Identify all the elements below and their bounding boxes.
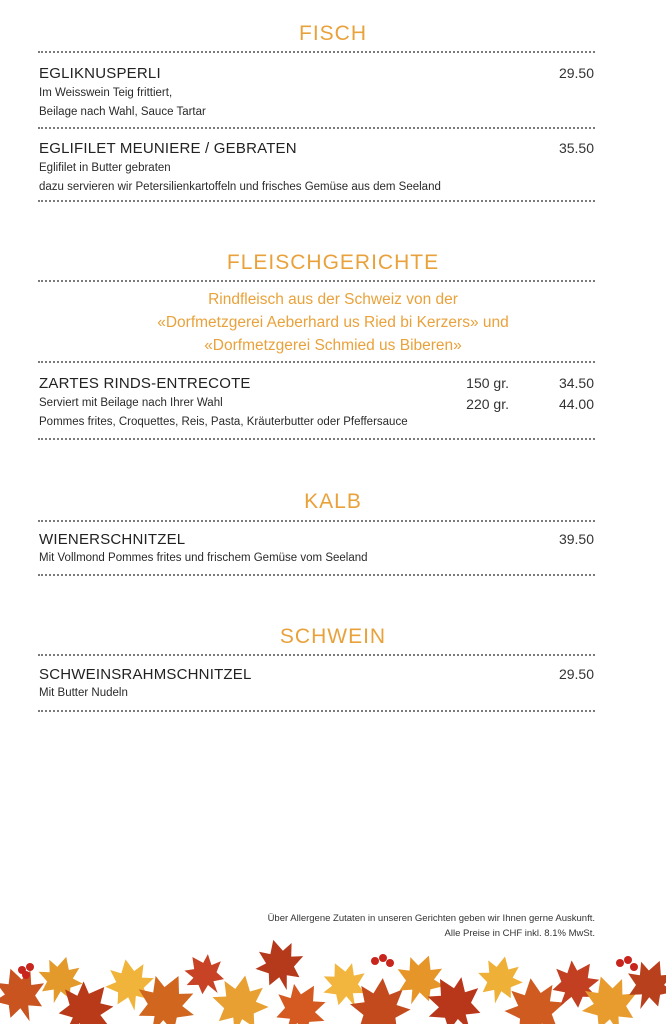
divider [38, 280, 595, 282]
desc-line: Im Weisswein Teig frittiert, [39, 87, 173, 99]
item-desc-eglifilet [39, 159, 441, 197]
desc-line: Eglifilet in Butter gebraten [39, 162, 171, 174]
divider [38, 520, 595, 522]
divider [38, 710, 595, 712]
section-title-fisch: FISCH [299, 22, 367, 45]
item-desc-schweinsrahmschnitzel [39, 684, 128, 703]
desc-line: Beilage nach Wahl, Sauce Tartar [39, 106, 206, 118]
divider [38, 654, 595, 656]
berries [18, 954, 638, 979]
section-title-fleischgerichte: FLEISCHGERICHTE [226, 251, 440, 274]
item-desc-egliknusperli [39, 84, 206, 122]
note-line: «Dorfmetzgerei Schmied us Biberen» [204, 337, 462, 354]
desc-line: Serviert mit Beilage nach Ihrer Wahl [39, 397, 223, 409]
note-line: Rindfleisch aus der Schweiz von der [208, 291, 458, 308]
item-name-entrecote: ZARTES RINDS-ENTRECOTE [39, 375, 251, 392]
origin-note [0, 288, 666, 357]
desc-line: Pommes frites, Croquettes, Reis, Pasta, Kräuterbutter oder Pfeffersauce [39, 416, 408, 428]
autumn-leaves-decoration [0, 925, 666, 1024]
item-desc-wienerschnitzel [39, 549, 368, 568]
item-price-schweinsrahmschnitzel: 29.50 [558, 666, 594, 682]
divider [38, 574, 595, 576]
item-weight-220: 220 gr. [466, 396, 509, 412]
item-price-wienerschnitzel: 39.50 [558, 531, 594, 547]
desc-line: dazu servieren wir Petersilienkartoffeln und frisches Gemüse aus dem Seeland [39, 181, 441, 193]
desc-line: Mit Vollmond Pommes frites und frischem Gemüse vom Seeland [39, 552, 368, 564]
section-title-kalb: KALB [304, 490, 362, 513]
item-name-schweinsrahmschnitzel: SCHWEINSRAHMSCHNITZEL [39, 666, 252, 683]
vat-note: Alle Preise in CHF inkl. 8.1% MwSt. [444, 928, 595, 939]
item-price-egliknusperli: 29.50 [558, 65, 594, 81]
item-price-220: 44.00 [558, 396, 594, 412]
item-desc-entrecote [39, 394, 408, 432]
item-name-egliknusperli: EGLIKNUSPERLI [39, 65, 161, 82]
divider [38, 361, 595, 363]
note-line: «Dorfmetzgerei Aeberhard us Ried bi Kerzers» und [157, 314, 509, 331]
leaf-cluster [0, 933, 666, 1024]
item-name-wienerschnitzel: WIENERSCHNITZEL [39, 531, 186, 548]
divider [38, 127, 595, 129]
divider [38, 51, 595, 53]
item-price-150: 34.50 [558, 375, 594, 391]
divider [38, 438, 595, 440]
section-title-schwein: SCHWEIN [279, 625, 387, 648]
allergen-note: Über Allergene Zutaten in unseren Gerichten geben wir Ihnen gerne Auskunft. [267, 913, 595, 924]
item-name-eglifilet: EGLIFILET MEUNIERE / GEBRATEN [39, 140, 297, 157]
item-price-eglifilet: 35.50 [558, 140, 594, 156]
divider [38, 200, 595, 202]
item-weight-150: 150 gr. [466, 375, 509, 391]
desc-line: Mit Butter Nudeln [39, 687, 128, 699]
